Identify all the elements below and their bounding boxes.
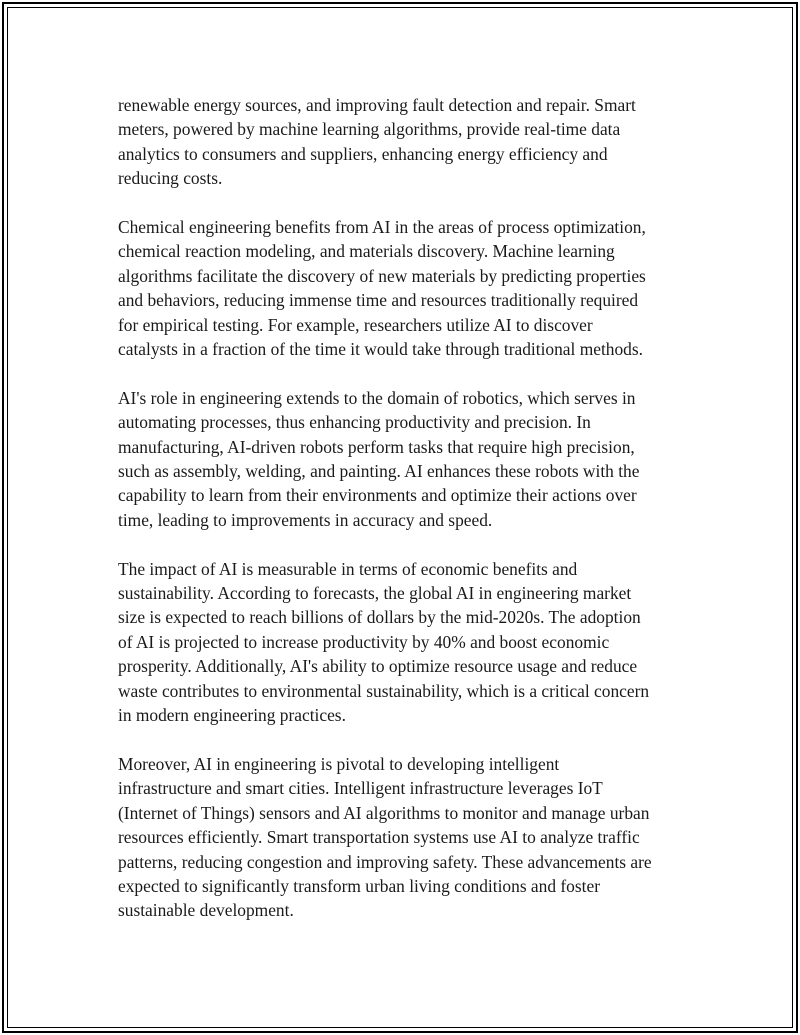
- paragraph-chemical-engineering: Chemical engineering benefits from AI in the areas of process optimization, chemical reaction modeling, and materials discovery. Machine learning algorithms facilitate the discovery of new materials by predicting properties and behaviors, reducing immense time and resources traditionally required for empirical testing. For example, researchers utilize AI to discover catalysts in a fraction of the time it would take through traditional methods.: [118, 217, 646, 360]
- paragraph-energy-grid: renewable energy sources, and improving fault detection and repair. Smart meters, powered by machine learning algorithms, provide real-time data analytics to consumers and suppliers, enhancing energy efficiency and reducing costs.: [118, 95, 636, 189]
- paragraph-robotics: AI's role in engineering extends to the domain of robotics, which serves in automating processes, thus enhancing productivity and precision. In manufacturing, AI-driven robots perform tasks that require high precision, such as assembly, welding, and painting. AI enhances these robots with the capability to learn from their environments and optimize their actions over time, leading to improvements in accuracy and speed.: [118, 387, 640, 530]
- paragraph-smart-cities: Moreover, AI in engineering is pivotal to developing intelligent infrastructure and smart cities. Intelligent infrastructure leverages IoT (Internet of Things) sensors and AI algorithms to monitor and manage urban resources efficiently. Smart transportation systems use AI to analyze traffic patterns, reducing congestion and improving safety. These advancements are expected to significantly transform urban living conditions and foster sustainable development.: [118, 753, 652, 921]
- paragraph-economic-impact: The impact of AI is measurable in terms of economic benefits and sustainability. According to forecasts, the global AI in engineering market size is expected to reach billions of dollars by the mid-2020s. The adoption of AI is projected to increase productivity by 40% and boost economic prosperity. Additionally, AI's ability to optimize resource usage and reduce waste contributes to environmental sustainability, which is a critical concern in modern engineering practices.: [118, 558, 650, 726]
- document-body: [118, 93, 688, 923]
